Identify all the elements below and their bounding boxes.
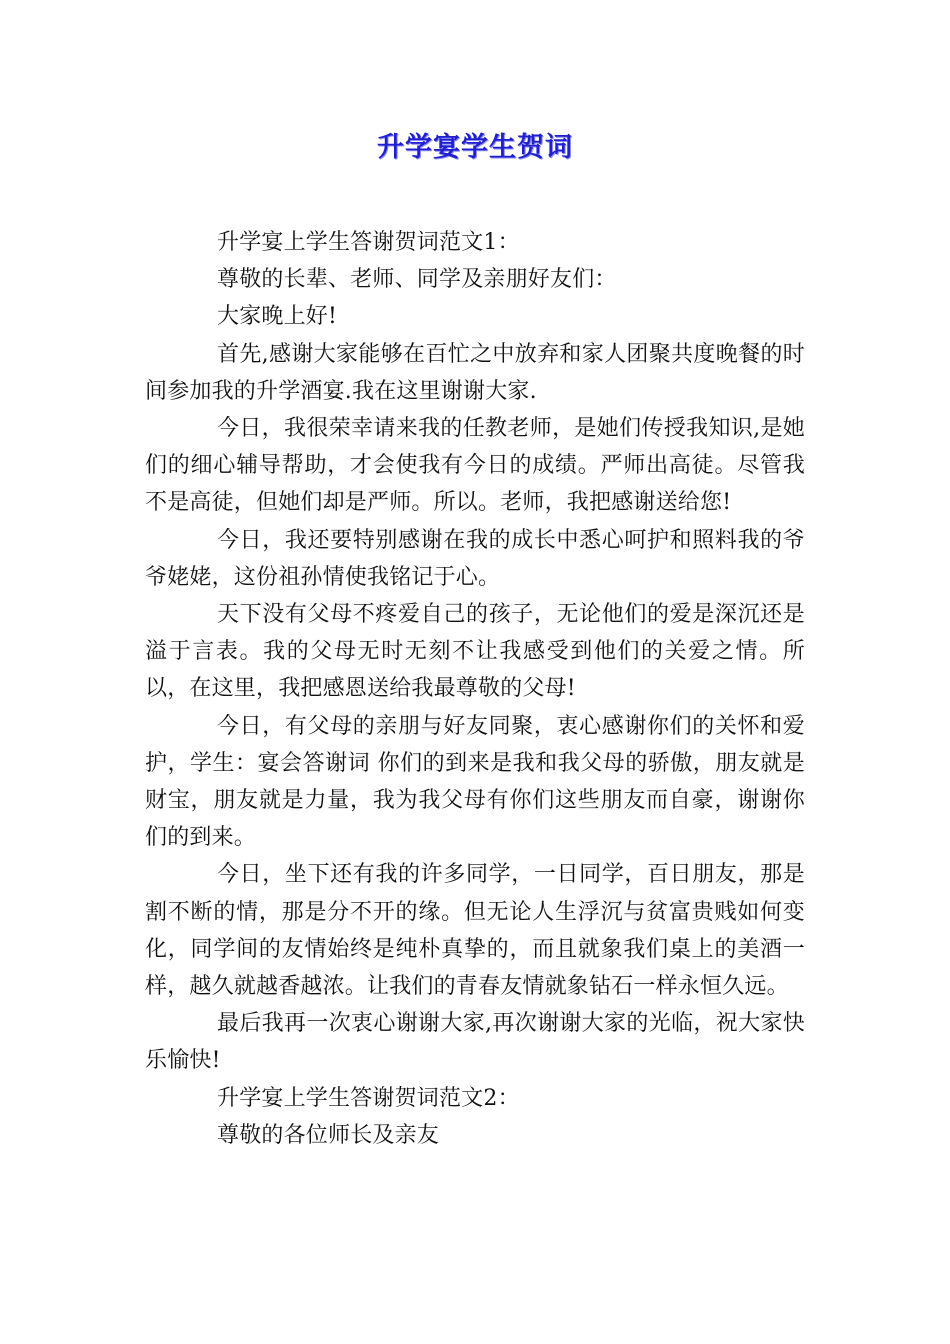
paragraph: 今日，有父母的亲朋与好友同聚，衷心感谢你们的关怀和爱护，学生：宴会答谢词 你们的到来是我和我父母的骄傲，朋友就是财宝，朋友就是力量，我为我父母有你们这些朋友而自豪，谢谢你们的到来。 (145, 713, 805, 851)
document-body (145, 224, 805, 1154)
paragraph: 尊敬的长辈、老师、同学及亲朋好友们： (217, 267, 617, 293)
paragraph: 首先,感谢大家能够在百忙之中放弃和家人团聚共度晚餐的时间参加我的升学酒宴.我在这里谢谢大家. (145, 341, 805, 404)
paragraph: 升学宴上学生答谢贺词范文2： (217, 1085, 520, 1111)
paragraph: 尊敬的各位师长及亲友 (217, 1122, 440, 1148)
document-title: 升学宴学生贺词 (377, 132, 573, 163)
paragraph: 最后我再一次衷心谢谢大家,再次谢谢大家的光临，祝大家快乐愉快! (145, 1011, 805, 1074)
paragraph: 大家晚上好! (217, 304, 338, 330)
paragraph: 今日，我很荣幸请来我的任教老师，是她们传授我知识,是她们的细心辅导帮助，才会使我有今日的成绩。严师出高徒。尽管我不是高徒，但她们却是严师。所以。老师，我把感谢送给您! (145, 416, 805, 516)
paragraph: 天下没有父母不疼爱自己的孩子，无论他们的爱是深沉还是溢于言表。我的父母无时无刻不让我感受到他们的关爱之情。所以，在这里，我把感恩送给我最尊敬的父母! (145, 602, 805, 702)
paragraph: 今日，我还要特别感谢在我的成长中悉心呵护和照料我的爷爷姥姥，这份祖孙情使我铭记于心。 (145, 527, 805, 590)
paragraph: 今日，坐下还有我的许多同学，一日同学，百日朋友，那是割不断的情，那是分不开的缘。但无论人生浮沉与贫富贵贱如何变化，同学间的友情始终是纯朴真挚的，而且就象我们桌上的美酒一样，越久就越香越浓。让我们的青春友情就象钻石一样永恒久远。 (145, 862, 805, 1000)
paragraph: 升学宴上学生答谢贺词范文1： (217, 230, 520, 255)
